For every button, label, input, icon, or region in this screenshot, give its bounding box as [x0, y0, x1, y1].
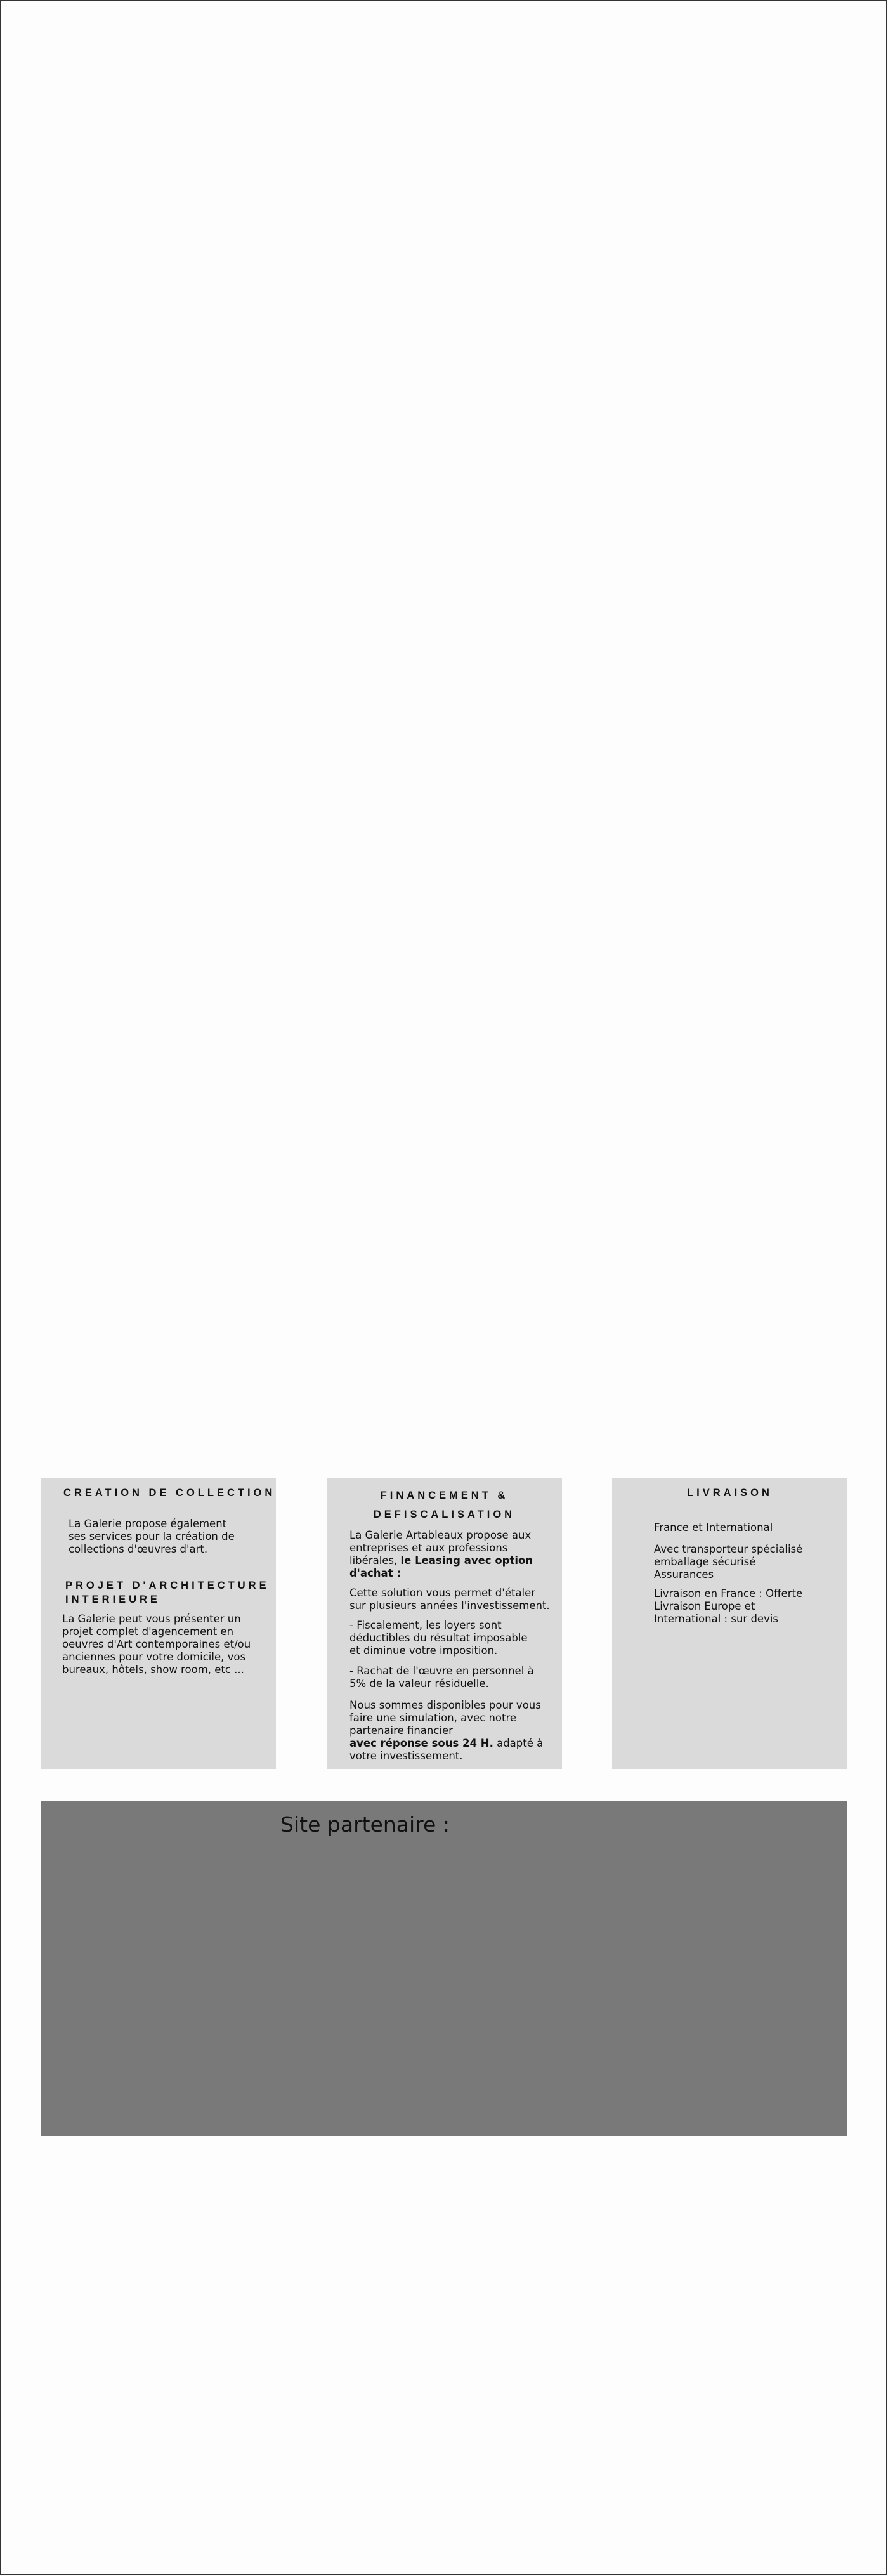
project-text-line: anciennes pour votre domicile, vos	[62, 1651, 246, 1663]
delivery-pricing-line: International : sur devis	[654, 1613, 779, 1625]
delivery-pricing-line: Livraison Europe et	[654, 1600, 755, 1612]
financing-solution	[349, 1587, 550, 1612]
delivery-line: France et International	[654, 1521, 773, 1534]
collection-text	[69, 1518, 235, 1556]
project-text-line: oeuvres d'Art contemporaines et/ou	[62, 1638, 251, 1650]
financing-heading	[327, 1486, 562, 1524]
leasing-bold-text: le Leasing avec option	[400, 1554, 533, 1567]
financing-contact-line: partenaire financier	[349, 1725, 453, 1737]
financing-title-line-2: DEFISCALISATION	[373, 1509, 516, 1520]
delivery-info	[654, 1521, 773, 1534]
project-title-line-2: INTERIEURE	[65, 1594, 160, 1605]
collection-text-line: La Galerie propose également	[69, 1518, 227, 1530]
financing-contact-line: faire une simulation, avec notre	[349, 1712, 517, 1724]
leasing-bold-text: d'achat :	[349, 1567, 401, 1579]
financing-intro-line: entreprises et aux professions	[349, 1542, 508, 1554]
partner-title: Site partenaire :	[280, 1812, 450, 1837]
project-text	[62, 1613, 251, 1676]
project-text-line: La Galerie peut vous présenter un	[62, 1613, 241, 1625]
collection-text-line: collections d'œuvres d'art.	[69, 1543, 208, 1555]
financing-intro-line	[349, 1554, 533, 1567]
delivery-card	[612, 1478, 847, 1769]
delivery-pricing-line: Livraison en France : Offerte	[654, 1587, 803, 1600]
financing-contact-line: Nous sommes disponibles pour vous	[349, 1699, 541, 1711]
financing-fiscal-line: et diminue votre imposition.	[349, 1645, 498, 1657]
delivery-transport-line: emballage sécurisé	[654, 1556, 756, 1568]
project-title-line-1: PROJET D'ARCHITECTURE	[65, 1580, 270, 1591]
financing-intro-line	[349, 1567, 533, 1580]
delivery-transport	[654, 1543, 802, 1581]
financing-fiscal-line: déductibles du résultat imposable	[349, 1632, 528, 1644]
financing-solution-line: Cette solution vous permet d'étaler	[349, 1587, 536, 1599]
delivery-title: LIVRAISON	[687, 1487, 773, 1499]
financing-intro-text: libérales,	[349, 1554, 401, 1567]
delivery-pricing	[654, 1587, 802, 1626]
financing-contact-line	[349, 1737, 543, 1750]
financing-fiscal-line: - Fiscalement, les loyers sont	[349, 1619, 502, 1631]
financing-solution-line: sur plusieurs années l'investissement.	[349, 1600, 550, 1612]
partner-section	[41, 1801, 847, 2136]
financing-title-line-1: FINANCEMENT &	[380, 1490, 509, 1501]
financing-contact-tail: adapté à	[493, 1737, 544, 1749]
delivery-transport-line: Assurances	[654, 1568, 714, 1580]
collection-title: CREATION DE COLLECTION	[63, 1487, 276, 1499]
financing-intro	[349, 1529, 533, 1580]
collection-text-line: ses services pour la création de	[69, 1530, 235, 1542]
financing-rachat-line: 5% de la valeur résiduelle.	[349, 1678, 489, 1690]
response-bold-text: avec réponse sous 24 H.	[349, 1737, 493, 1749]
financing-contact-line: votre investissement.	[349, 1750, 463, 1762]
financing-rachat-line: - Rachat de l'œuvre en personnel à	[349, 1665, 534, 1677]
financing-card	[327, 1478, 562, 1769]
delivery-transport-line: Avec transporteur spécialisé	[654, 1543, 803, 1555]
financing-rachat	[349, 1665, 534, 1690]
project-text-line: bureaux, hôtels, show room, etc ...	[62, 1664, 244, 1676]
financing-intro-line: La Galerie Artableaux propose aux	[349, 1529, 532, 1541]
collection-card	[41, 1478, 276, 1769]
project-heading	[65, 1579, 270, 1607]
financing-fiscal	[349, 1619, 528, 1657]
project-text-line: projet complet d'agencement en	[62, 1626, 234, 1638]
financing-contact	[349, 1699, 543, 1763]
